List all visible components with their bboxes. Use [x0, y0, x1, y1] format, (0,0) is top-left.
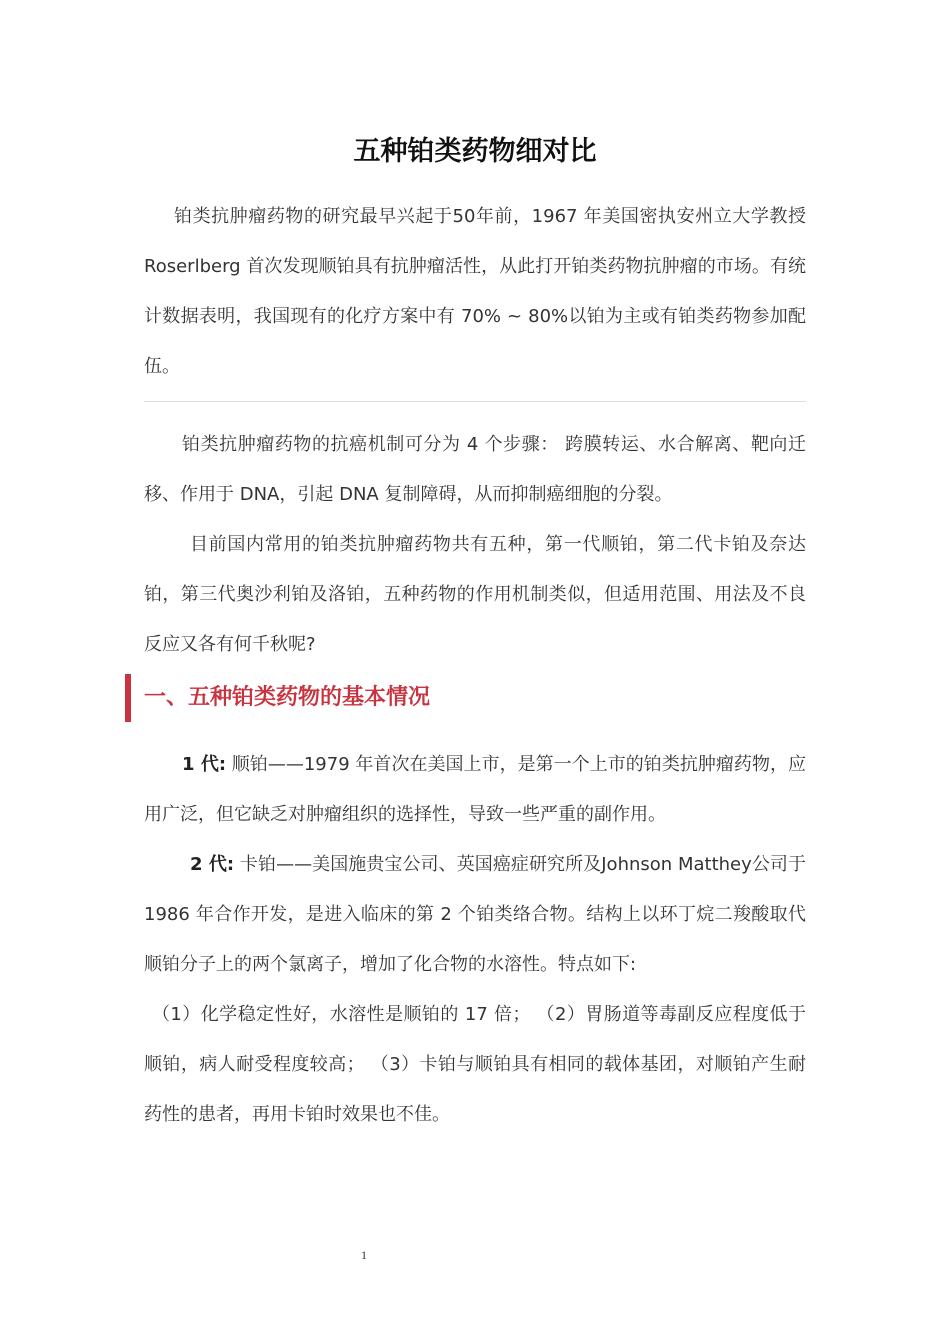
section-divider: [144, 401, 806, 402]
intro-paragraph: 铂类抗肿瘤药物的研究最早兴起于50年前，1967 年美国密执安州立大学教授 Roserlberg 首次发现顺铂具有抗肿瘤活性，从此打开铂类药物抗肿瘤的市场。有统计数据表明，我国现有的化疗方案中有 70% ~ 80%以铂为主或有铂类药物参加配伍。: [144, 206, 806, 377]
generation-1-text: 顺铂——1979 年首次在美国上市，是第一个上市的铂类抗肿瘤药物，应用广泛，但它缺乏对肿瘤组织的选择性，导致一些严重的副作用。: [144, 754, 806, 825]
generation-2-paragraph: [144, 840, 806, 990]
generation-2-label: 2 代:: [190, 854, 235, 875]
generation-1-paragraph: [144, 740, 806, 840]
generation-2-text: 卡铂——美国施贵宝公司、英国癌症研究所及Johnson Matthey公司于 1986 年合作开发，是进入临床的第 2 个铂类络合物。结构上以环丁烷二羧酸取代顺铂分子上的两个氯离子，增加了化合物的水溶性。特点如下:: [144, 854, 806, 975]
section-accent-bar: [125, 674, 131, 722]
overview-paragraph: 目前国内常用的铂类抗肿瘤药物共有五种，第一代顺铂，第二代卡铂及奈达铂，第三代奥沙利铂及洛铂，五种药物的作用机制类似，但适用范围、用法及不良反应又各有何千秋呢?: [144, 534, 806, 655]
mechanism-paragraph: 铂类抗肿瘤药物的抗癌机制可分为 4 个步骤： 跨膜转运、水合解离、靶向迁移、作用于 DNA，引起 DNA 复制障碍，从而抑制癌细胞的分裂。: [144, 434, 806, 505]
page-number: 1: [361, 1248, 367, 1262]
generation-1-label: 1 代:: [182, 754, 227, 775]
document-title: 五种铂类药物细对比: [353, 136, 597, 167]
carboplatin-features-paragraph: （1）化学稳定性好，水溶性是顺铂的 17 倍； （2）胃肠道等毒副反应程度低于顺铂，病人耐受程度较高； （3）卡铂与顺铂具有相同的载体基团，对顺铂产生耐药性的患者，再用卡铂时效果也不佳。: [144, 1004, 806, 1125]
section-heading: 一、五种铂类药物的基本情况: [144, 685, 431, 710]
